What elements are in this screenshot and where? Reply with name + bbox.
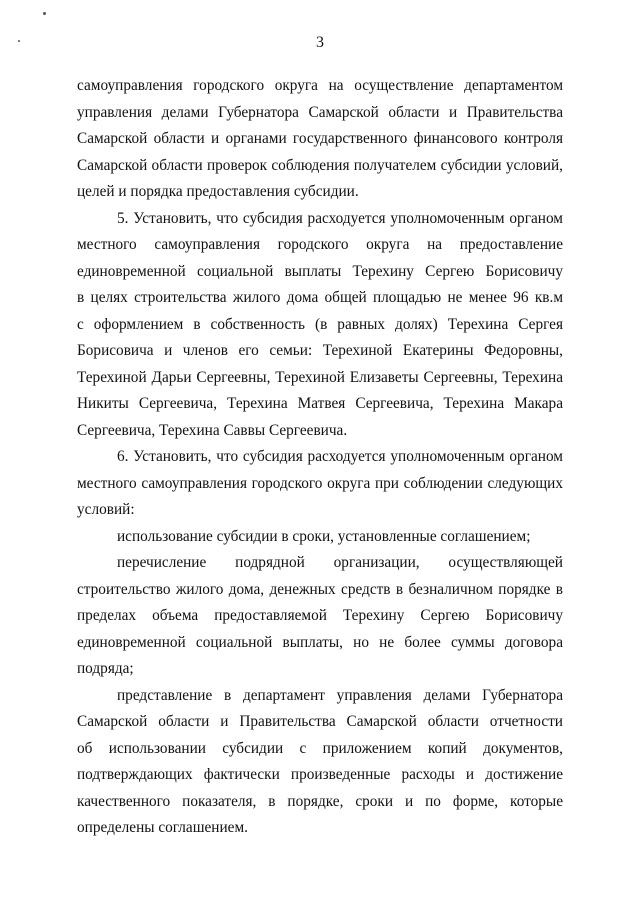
text-line: местного самоуправления городского округа на предоставление [77,236,563,253]
text-line: Никиты Сергеевича, Терехина Матвея Сергеевича, Терехина Макара [77,395,563,412]
text-line: единовременной социальной выплаты, но не более суммы договора [77,633,563,651]
text-line: пределах объема предоставляемой Терехину Сергею Борисовичу [77,607,563,624]
text-line: с оформлением в собственность (в равных долях) Терехина Сергея [77,315,563,333]
condition-usage-terms [77,524,563,551]
text-line: подряда; [77,660,134,677]
text-line: перечисление подрядной организации, осуществляющей [117,554,563,571]
text-line: Борисовича и членов его семьи: Терехиной Екатерины Федоровны, [77,342,563,359]
text-line: 6. Установить, что субсидия расходуется уполномоченным органом [117,448,563,465]
text-line: управления делами Губернатора Самарской области и Правительства [77,103,563,121]
text-line: местного самоуправления городского округа при соблюдении следующих [77,474,563,492]
text-line: Сергеевича, Терехина Саввы Сергеевича. [77,421,348,439]
scan-speck [43,12,46,15]
text-line: Самарской области и Правительства Самарской области отчетности [77,713,563,730]
paragraph-continuation [77,73,563,206]
document-body [77,73,563,842]
text-line: строительство жилого дома, денежных средств в безналичном порядке в [77,580,563,598]
condition-transfer-funds [77,550,563,683]
text-line: единовременной социальной выплаты Терехину Сергею Борисовичу [77,262,563,280]
text-line: представление в департамент управления делами Губернатора [117,686,563,704]
text-line: самоуправления городского округа на осуществление департаментом [77,77,563,94]
text-line: Терехиной Дарьи Сергеевны, Терехиной Елизаветы Сергеевны, Терехина [77,368,563,386]
text-line: об использовании субсидии с приложением копий документов, [77,739,563,757]
text-line: подтверждающих фактически произведенные расходы и достижение [77,766,563,783]
text-line: 5. Установить, что субсидия расходуется уполномоченным органом [117,209,563,227]
text-line: в целях строительства жилого дома общей площадью не менее 96 кв.м [77,289,563,306]
condition-reporting [77,683,563,842]
text-line: Самарской области проверок соблюдения получателем субсидии условий, [77,156,563,174]
page-number: 3 [316,34,324,51]
text-line: качественного показателя, в порядке, сроки и по форме, которые [77,792,563,810]
text-line: определены соглашением. [77,819,248,836]
text-line: использование субсидии в сроки, установленные соглашением; [117,527,531,545]
paragraph-item-6 [77,444,563,524]
text-line: целей и порядка предоставления субсидии. [77,183,359,200]
text-line: Самарской области и органами государственного финансового контроля [77,130,563,147]
text-line: условий: [77,501,135,518]
paragraph-item-5 [77,206,563,445]
